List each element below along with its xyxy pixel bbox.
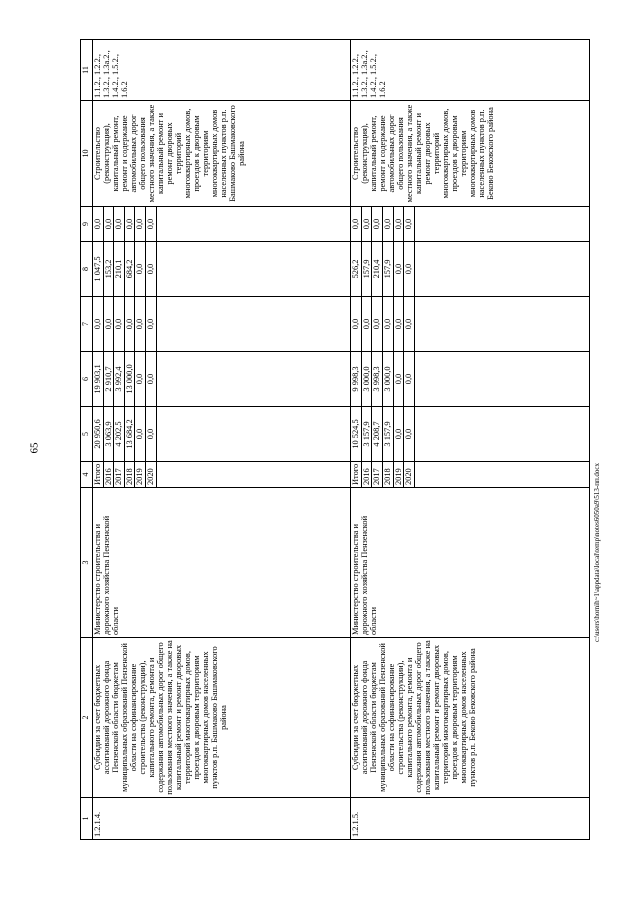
value-cell: 0,0 xyxy=(372,207,383,242)
value-cell: 0,0 xyxy=(382,207,393,242)
value-cell: 13 000,0 xyxy=(124,352,135,407)
value-cell: 20 950,6 xyxy=(93,407,104,462)
value-cell: 0,0 xyxy=(114,297,125,352)
header-cell: 6 xyxy=(81,352,93,407)
year-cell: 2016 xyxy=(103,462,114,488)
program-table xyxy=(80,39,590,840)
row-executor: Министерство строительства и дорожного хозяйства Пензенской области xyxy=(93,488,351,638)
value-cell: 0,0 xyxy=(124,297,135,352)
table-row xyxy=(351,40,362,840)
year-cell: 2018 xyxy=(124,462,135,488)
row-result: Строительство (реконструкция), капитальный ремонт, ремонт и содержание автомобильных дорог общего пользования местного значения, а также капитальный ремонт и ремонт дворовых территорий многоквартирных домов, проездов к дворовым территориям многоквартирных домов населенных пунктов р.п. Беково Бековского района xyxy=(351,101,590,207)
value-cell: 0,0 xyxy=(135,242,146,297)
value-cell: 19 903,1 xyxy=(93,352,104,407)
value-cell: 3 063,9 xyxy=(103,407,114,462)
value-cell: 0,0 xyxy=(145,242,156,297)
value-cell: 0,0 xyxy=(382,297,393,352)
row-description: Субсидии за счет бюджетных ассигнований дорожного фонда Пензенской области бюджетам муниципальных образований Пензенской области на софинансирование строительства (реконструкции), капитального ремонта, ремонта и содержания автомобильных дорог общего пользования местного значения, а также на капитальный ремонт и ремонт дворовых территорий многоквартирных домов, проездов к дворовым территориям многоквартирных домов населенных пунктов р.п. Башмаково Башмаковского района xyxy=(93,638,351,798)
value-cell: 0,0 xyxy=(393,242,404,297)
page-number: 65 xyxy=(28,442,40,454)
footer-file-path: c:\users\hornih~1\appdata\local\temp\notes6050a9\513-пп.docx xyxy=(593,462,601,642)
row-description: Субсидии за счет бюджетных ассигнований дорожного фонда Пензенской области бюджетам муниципальных образований Пензенской области на софинансирование строительства (реконструкции), капитального ремонта, ремонта и содержания автомобильных дорог общего пользования местного значения, а также на капитальный ремонт и ремонт дворовых территорий многоквартирных домов, проездов к дворовым территориям многоквартирных домов населенных пунктов р.п. Бековo Бековского района xyxy=(351,638,590,798)
value-cell: 0,0 xyxy=(145,297,156,352)
value-cell: 0,0 xyxy=(351,297,362,352)
year-cell: 2018 xyxy=(382,462,393,488)
value-cell: 0,0 xyxy=(103,297,114,352)
value-cell: 0,0 xyxy=(393,407,404,462)
value-cell: 3 000,0 xyxy=(361,352,372,407)
value-cell: 210,4 xyxy=(372,242,383,297)
header-cell: 9 xyxy=(81,207,93,242)
table-row xyxy=(93,40,104,840)
value-cell: 0,0 xyxy=(393,297,404,352)
value-cell: 3 157,9 xyxy=(382,407,393,462)
header-row xyxy=(81,40,93,840)
rotated-table-wrapper xyxy=(80,40,590,840)
value-cell: 0,0 xyxy=(145,207,156,242)
value-cell: 0,0 xyxy=(135,297,146,352)
value-cell: 0,0 xyxy=(124,207,135,242)
value-cell: 4 208,7 xyxy=(372,407,383,462)
value-cell: 0,0 xyxy=(135,407,146,462)
value-cell: 526,2 xyxy=(351,242,362,297)
header-cell: 2 xyxy=(81,638,93,798)
header-cell: 8 xyxy=(81,242,93,297)
row-id: 1.2.1.4. xyxy=(93,798,351,840)
value-cell: 0,0 xyxy=(145,407,156,462)
header-cell: 11 xyxy=(81,40,93,101)
year-cell: 2020 xyxy=(145,462,156,488)
header-cell: 1 xyxy=(81,798,93,840)
value-cell: 0,0 xyxy=(393,352,404,407)
value-cell: 1 047,5 xyxy=(93,242,104,297)
value-cell: 9 998,3 xyxy=(351,352,362,407)
value-cell: 3 992,4 xyxy=(114,352,125,407)
value-cell: 0,0 xyxy=(404,207,415,242)
header-cell: 7 xyxy=(81,297,93,352)
value-cell: 0,0 xyxy=(404,352,415,407)
value-cell: 0,0 xyxy=(393,207,404,242)
value-cell: 4 202,5 xyxy=(114,407,125,462)
value-cell: 10 524,5 xyxy=(351,407,362,462)
value-cell: 13 684,2 xyxy=(124,407,135,462)
header-cell: 10 xyxy=(81,101,93,207)
row-id: 1.2.1.5. xyxy=(351,798,590,840)
year-cell: Итого xyxy=(351,462,362,488)
value-cell: 0,0 xyxy=(93,297,104,352)
value-cell: 157,9 xyxy=(361,242,372,297)
value-cell: 157,9 xyxy=(382,242,393,297)
value-cell: 0,0 xyxy=(145,352,156,407)
value-cell: 3 157,9 xyxy=(361,407,372,462)
value-cell: 0,0 xyxy=(135,352,146,407)
year-cell: 2019 xyxy=(393,462,404,488)
value-cell: 0,0 xyxy=(351,207,362,242)
year-cell: Итого xyxy=(93,462,104,488)
value-cell: 0,0 xyxy=(372,297,383,352)
value-cell: 0,0 xyxy=(93,207,104,242)
value-cell: 0,0 xyxy=(361,207,372,242)
value-cell: 0,0 xyxy=(404,242,415,297)
header-cell: 4 xyxy=(81,462,93,488)
value-cell: 0,0 xyxy=(361,297,372,352)
header-cell: 5 xyxy=(81,407,93,462)
header-cell: 3 xyxy=(81,488,93,638)
value-cell: 0,0 xyxy=(114,207,125,242)
row-result: Строительство (реконструкция), капитальный ремонт, ремонт и содержание автомобильных дорог общего пользования местного значения, а также капитальный ремонт и ремонт дворовых территорий многоквартирных домов, проездов к дворовым территориям многоквартирных домов населенных пунктов р.п. Башмаково Башмаковского района xyxy=(93,101,351,207)
year-cell: 2016 xyxy=(361,462,372,488)
value-cell: 3 000,0 xyxy=(382,352,393,407)
value-cell: 0,0 xyxy=(135,207,146,242)
row-indicators: 1.1.2., 1.2.2., 1.3.2., 1.3а.2., 1.4.2., 1.5.2., 1.6.2 xyxy=(351,40,590,101)
value-cell: 3 998,3 xyxy=(372,352,383,407)
value-cell: 0,0 xyxy=(103,207,114,242)
year-cell: 2020 xyxy=(404,462,415,488)
year-cell: 2017 xyxy=(372,462,383,488)
row-indicators: 1.1.2., 1.2.2., 1.3.2., 1.3а.2., 1.4.2., 1.5.2., 1.6.2 xyxy=(93,40,351,101)
row-executor: Министерство строительства и дорожного хозяйства Пензенской области xyxy=(351,488,590,638)
value-cell: 2 910,7 xyxy=(103,352,114,407)
value-cell: 153,2 xyxy=(103,242,114,297)
value-cell: 0,0 xyxy=(404,407,415,462)
value-cell: 0,0 xyxy=(404,297,415,352)
value-cell: 684,2 xyxy=(124,242,135,297)
year-cell: 2017 xyxy=(114,462,125,488)
value-cell: 210,1 xyxy=(114,242,125,297)
year-cell: 2019 xyxy=(135,462,146,488)
